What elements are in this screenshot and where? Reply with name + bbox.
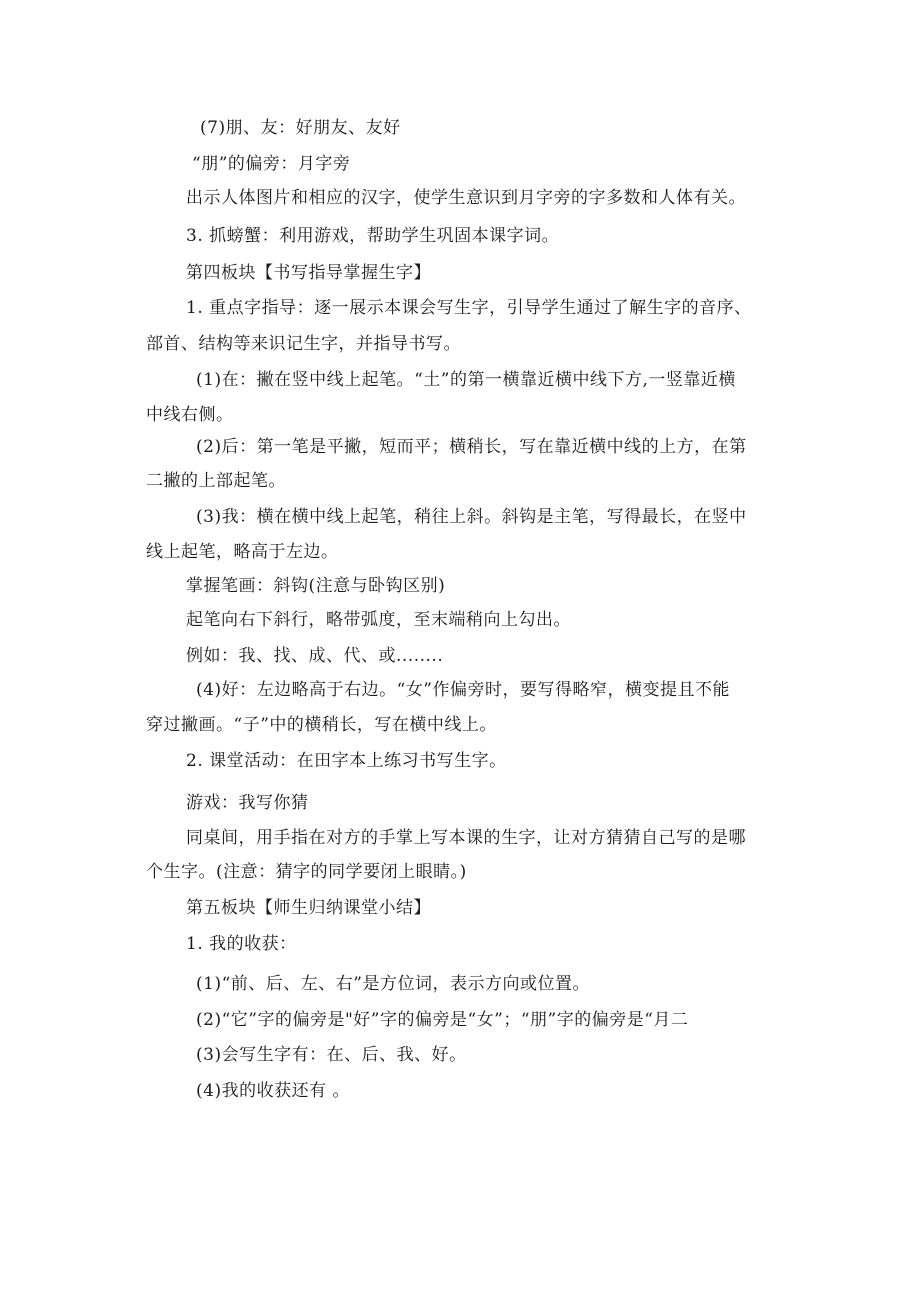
- text-line: 同桌间，用手指在对方的手掌上写本课的生字，让对方猜猜自己写的是哪: [186, 828, 746, 848]
- text-line: 中线右侧。: [146, 405, 234, 425]
- text-line: 例如：我、找、成、代、或........: [186, 646, 444, 666]
- text-line: 1. 我的收获：: [186, 934, 297, 954]
- text-line: 部首、结构等来识记生字，并指导书写。: [146, 334, 461, 354]
- text-line: (3)会写生字有：在、后、我、好。: [196, 1045, 467, 1065]
- text-line: 1. 重点字指导：逐一展示本课会写生字，引导学生通过了解生字的音序、: [186, 298, 752, 318]
- text-line: 游戏：我写你猜: [186, 793, 309, 813]
- text-line: (2)“它”字的偏旁是"好”字的偏旁是“女”；“朋”字的偏旁是“月二: [196, 1010, 689, 1030]
- text-line: (4)好：左边略高于右边。“女”作偏旁时，要写得略窄，横变提且不能: [196, 680, 730, 700]
- text-line: 二撇的上部起笔。: [146, 471, 286, 491]
- text-line: 出示人体图片和相应的汉字，使学生意识到月字旁的字多数和人体有关。: [186, 188, 746, 208]
- section-heading: 第四板块【书写指导掌握生字】: [186, 263, 431, 283]
- text-line: (7)朋、友：好朋友、友好: [200, 118, 401, 138]
- text-line: 掌握笔画：斜钩(注意与卧钩区别): [186, 576, 446, 596]
- text-line: 穿过撇画。“子”中的横稍长，写在横中线上。: [146, 715, 497, 735]
- text-line: “朋”的偏旁：月字旁: [192, 154, 351, 174]
- text-line: (3)我：横在横中线上起笔，稍往上斜。斜钩是主笔，写得最长，在竖中: [196, 507, 747, 527]
- text-line: (4)我的收获还有 。: [196, 1081, 350, 1101]
- text-line: (1)在：撇在竖中线上起笔。“土”的第一横靠近横中线下方,一竖靠近横: [196, 370, 736, 390]
- text-line: 2. 课堂活动：在田字本上练习书写生字。: [186, 751, 507, 771]
- text-line: 线上起笔，略高于左边。: [146, 542, 339, 562]
- text-line: 个生字。(注意：猜字的同学要闭上眼睛。): [146, 862, 467, 882]
- section-heading: 第五板块【师生归纳课堂小结】: [186, 898, 431, 918]
- text-line: (2)后：第一笔是平撇，短而平；横稍长，写在靠近横中线的上方，在第: [196, 437, 747, 457]
- text-line: 起笔向右下斜行，略带弧度，至末端稍向上勾出。: [186, 610, 571, 630]
- text-line: (1)“前、后、左、右”是方位词，表示方向或位置。: [196, 974, 590, 994]
- text-line: 3. 抓螃蟹：利用游戏，帮助学生巩固本课字词。: [186, 226, 560, 246]
